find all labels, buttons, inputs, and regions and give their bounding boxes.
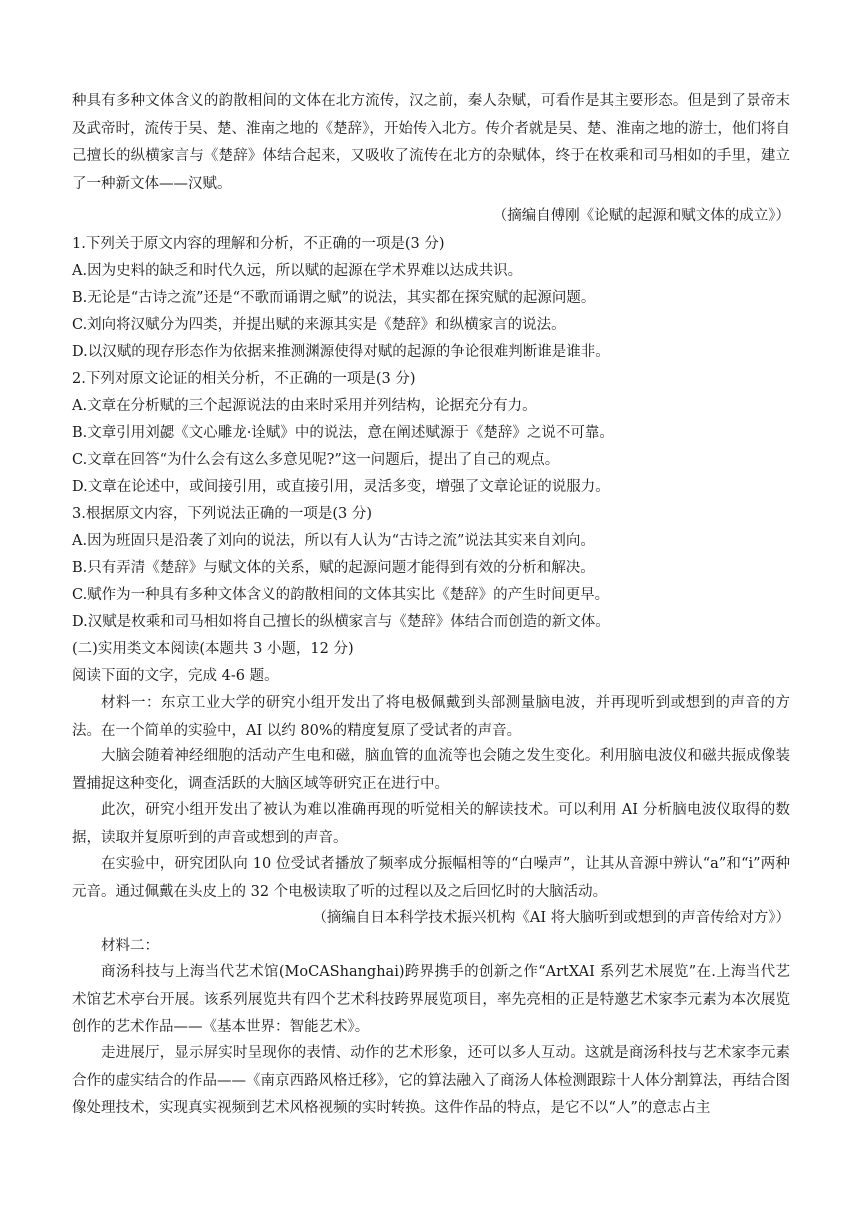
question-3-option-b: B.只有弄清《楚辞》与赋文体的关系，赋的起源问题才能得到有效的分析和解决。 xyxy=(72,560,595,576)
section-instruction: 阅读下面的文字，完成 4-6 题。 xyxy=(72,668,279,684)
question-2-option-d: D.文章在论述中，或间接引用，或直接引用，灵活多变，增强了文章论证的说服力。 xyxy=(72,479,610,495)
material-1-paragraph-2: 大脑会随着神经细胞的活动产生电和磁，脑血管的血流等也会随之发生变化。利用脑电波仪和磁共振成像装置捕捉这种变化，调查活跃的大脑区域等研究正在进行中。 xyxy=(72,748,790,792)
question-2-option-b: B.文章引用刘勰《文心雕龙·诠赋》中的说法，意在阐述赋源于《楚辞》之说不可靠。 xyxy=(72,425,614,441)
material-2-label: 材料二： xyxy=(101,938,159,954)
question-1-option-c: C.刘向将汉赋分为四类，并提出赋的来源其实是《楚辞》和纵横家言的说法。 xyxy=(72,317,566,333)
question-3-stem: 3.根据原文内容，下列说法正确的一项是(3 分) xyxy=(72,506,372,522)
question-3-option-a: A.因为班固只是沿袭了刘向的说法，所以有人认为“古诗之流”说法其实来自刘向。 xyxy=(72,533,595,549)
question-2-option-c: C.文章在回答“为什么会有这么多意见呢?”这一问题后，提出了自己的观点。 xyxy=(72,452,560,468)
material-1-paragraph-3: 此次，研究小组开发出了被认为难以准确再现的听觉相关的解读技术。可以利用 AI 分析脑电波仪取得的数据，读取并复原听到的声音或想到的声音。 xyxy=(72,802,790,846)
source-citation-1: （摘编自傅刚《论赋的起源和赋文体的成立》） xyxy=(492,208,790,224)
material-1-paragraph-4: 在实验中，研究团队向 10 位受试者播放了频率成分振幅相等的“白噪声”，让其从音源中辨认“a”和“i”两种元音。通过佩戴在头皮上的 32 个电极读取了听的过程以及之后回忆时的大脑活动。 xyxy=(72,856,790,900)
question-1-option-a: A.因为史料的缺乏和时代久远，所以赋的起源在学术界难以达成共识。 xyxy=(72,263,523,279)
material-2-paragraph-1: 商汤科技与上海当代艺术馆(MoCAShanghai)跨界携手的创新之作“ArtXAI 系列艺术展览”在.上海当代艺术馆艺术亭台开展。该系列展览共有四个艺术科技跨界展览项目，率先亮相的正是特邀艺术家李元素为本次展览创作的艺术作品——《基本世界：智能艺术》。 xyxy=(72,964,790,1035)
passage-top-paragraph: 种具有多种文体含义的韵散相间的文体在北方流传，汉之前，秦人杂赋，可看作是其主要形态。但是到了景帝末及武帝时，流传于吴、楚、淮南之地的《楚辞》，开始传入北方。传介者就是吴、楚、淮南之地的游士，他们将自己擅长的纵横家言与《楚辞》体结合起来，又吸收了流传在北方的杂赋体，终于在枚乘和司马相如的手里，建立了一种新文体——汉赋。 xyxy=(72,93,790,192)
question-2-option-a: A.文章在分析赋的三个起源说法的由来时采用并列结构，论据充分有力。 xyxy=(72,398,537,414)
question-3-option-c: C.赋作为一种具有多种文体含义的韵散相间的文体其实比《楚辞》的产生时间更早。 xyxy=(72,587,610,603)
material-1-paragraph-1: 材料一：东京工业大学的研究小组开发出了将电极佩戴到头部测量脑电波，并再现听到或想到的声音的方法。在一个简单的实验中，AI 以约 80%的精度复原了受试者的声音。 xyxy=(72,695,790,739)
material-2-paragraph-2: 走进展厅，显示屏实时呈现你的表情、动作的艺术形象，还可以多人互动。这就是商汤科技与艺术家李元素合作的虚实结合的作品——《南京西路风格迁移》，它的算法融入了商汤人体检测跟踪十人体分割算法，再结合图像处理技术，实现真实视频到艺术风格视频的实时转换。这件作品的特点，是它不以“人”的意志占主 xyxy=(72,1045,790,1116)
source-citation-2: （摘编自日本科学技术振兴机构《AI 将大脑听到或想到的声音传给对方》） xyxy=(312,910,790,926)
question-1-option-b: B.无论是“古诗之流”还是“不歌而诵谓之赋”的说法，其实都在探究赋的起源问题。 xyxy=(72,290,596,306)
question-2-stem: 2.下列对原文论证的相关分析，不正确的一项是(3 分) xyxy=(72,371,416,387)
section-title: (二)实用类文本阅读(本题共 3 小题，12 分) xyxy=(72,641,354,657)
question-1-stem: 1.下列关于原文内容的理解和分析，不正确的一项是(3 分) xyxy=(72,236,445,252)
question-3-option-d: D.汉赋是枚乘和司马相如将自己擅长的纵横家言与《楚辞》体结合而创造的新文体。 xyxy=(72,614,610,630)
question-1-option-d: D.以汉赋的现存形态作为依据来推测渊源使得对赋的起源的争论很难判断谁是谁非。 xyxy=(72,344,610,360)
